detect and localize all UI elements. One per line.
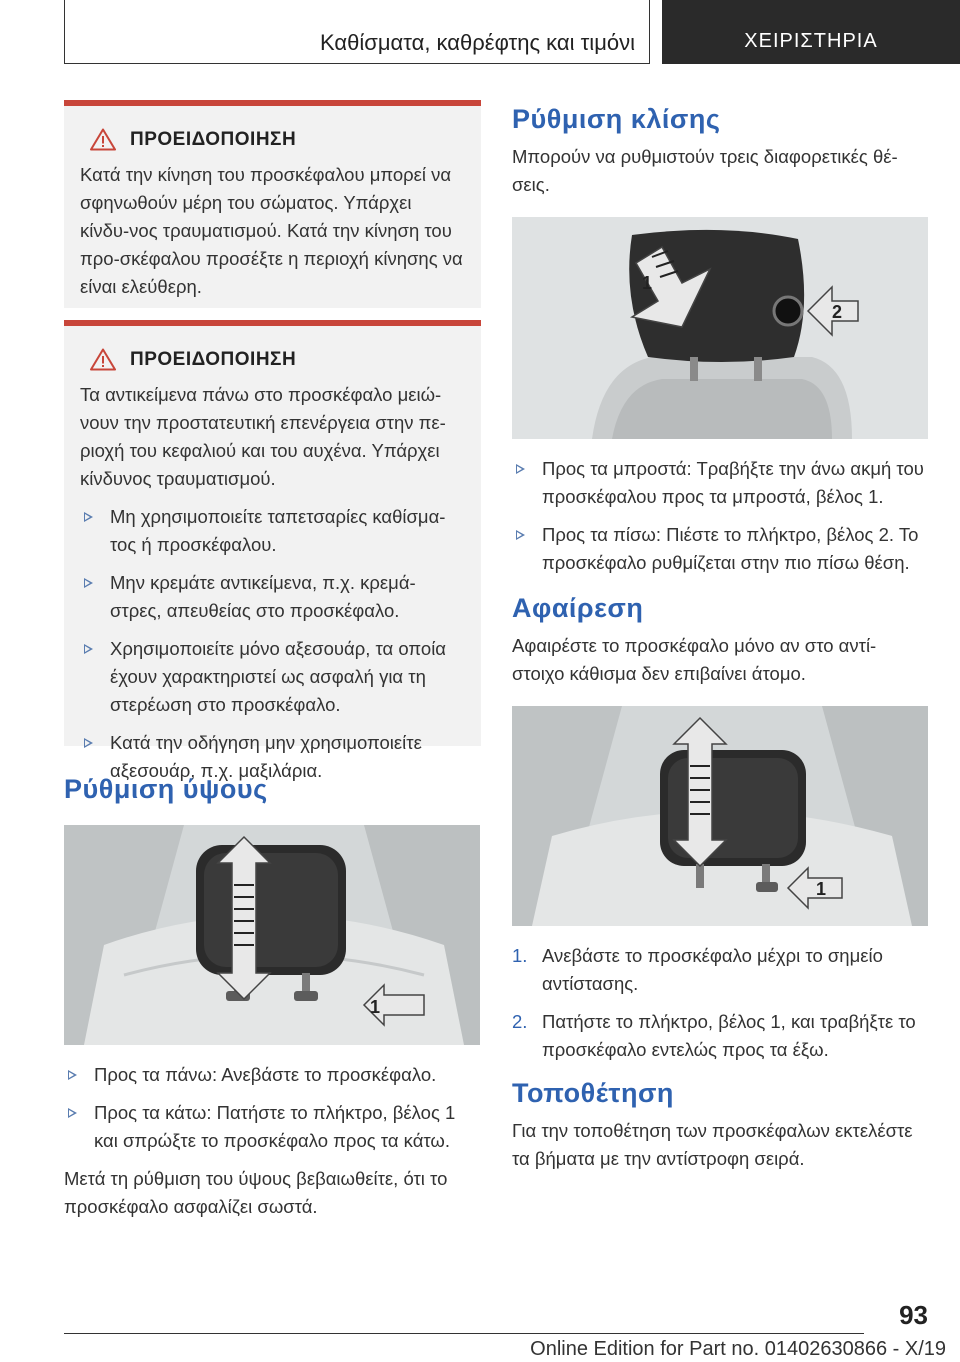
list-item: Προς τα πίσω: Πιέστε το πλήκτρο, βέλος 2. Το προσκέφαλο ρυθμίζεται στην πιο πίσω θέση. [512, 521, 928, 577]
warning-box-2 [64, 320, 481, 781]
left-column [64, 100, 481, 1221]
list-item: 2. Πατήστε το πλήκτρο, βέλος 1, και τραβήξτε το προσκέφαλο εντελώς προς τα έξω. [512, 1011, 916, 1060]
removal-intro: Αφαιρέστε το προσκέφαλο μόνο αν στο αντί-στοιχο κάθισμα δεν επιβαίνει άτομο. [512, 635, 877, 684]
right-column [512, 100, 928, 1173]
section-tab [64, 0, 650, 64]
removal-steps [512, 942, 928, 1064]
bullet-arrow-icon [516, 530, 525, 540]
footer-divider [64, 1333, 864, 1334]
tilt-list [512, 455, 928, 577]
figure-label: 1 [816, 879, 827, 899]
list-item: Προς τα κάτω: Πατήστε το πλήκτρο, βέλος 1 και σπρώξτε το προσκέφαλο προς τα κάτω. [64, 1099, 481, 1155]
list-item: Προς τα πάνω: Ανεβάστε το προσκέφαλο. [64, 1061, 481, 1089]
height-note: Μετά τη ρύθμιση του ύψους βεβαιωθείτε, ότι το προσκέφαλο ασφαλίζει σωστά. [64, 1168, 448, 1217]
warning-triangle-icon [90, 128, 116, 151]
warning-title-1: ΠΡΟΕΙΔΟΠΟΙΗΣΗ [90, 128, 465, 151]
warning-text-2: Τα αντικείμενα πάνω στο προσκέφαλο μειώ-νουν την προστατευτική επενέργεια στην πε-ριοχή του κεφαλιού και του αυχένα. Υπάρχει κίνδυνος τραυματισμού. [80, 384, 446, 489]
heading-install: Τοποθέτηση [512, 1078, 674, 1108]
bullet-arrow-icon [68, 1108, 77, 1118]
section-title: Καθίσματα, καθρέφτης και τιμόνι [320, 30, 635, 55]
bullet-arrow-icon [84, 738, 93, 748]
warning-title-2: ΠΡΟΕΙΔΟΠΟΙΗΣΗ [90, 348, 465, 371]
warning-box-1 [64, 100, 481, 308]
warning-triangle-icon [90, 348, 116, 371]
bullet-arrow-icon [84, 578, 93, 588]
page-number: 93 [899, 1300, 928, 1330]
figure-label: 1 [642, 273, 653, 293]
bullet-arrow-icon [68, 1070, 77, 1080]
heading-removal: Αφαίρεση [512, 593, 644, 623]
list-item: Χρησιμοποιείτε μόνο αξεσουάρ, τα οποία έχουν χαρακτηριστεί ως ασφαλή για τη στερέωση στο προσκέφαλο. [80, 635, 465, 719]
figure-label: 2 [832, 302, 843, 322]
chapter-title: ΧΕΙΡΙΣΤΗΡΙΑ [744, 30, 878, 52]
bullet-arrow-icon [84, 512, 93, 522]
install-text: Για την τοποθέτηση των προσκέφαλων εκτελέστε τα βήματα με την αντίστροφη σειρά. [512, 1120, 913, 1169]
tilt-intro: Μπορούν να ρυθμιστούν τρεις διαφορετικές θέ-σεις. [512, 146, 898, 195]
headrest-height-illustration [64, 825, 480, 1045]
heading-tilt-adjust: Ρύθμιση κλίσης [512, 104, 721, 134]
footer-edition: Online Edition for Part no. 01402630866 - X/19 [530, 1338, 946, 1360]
page-header [64, 0, 960, 64]
list-item: Κατά την οδήγηση μην χρησιμοποιείτε αξεσουάρ, π.χ. μαξιλάρια. [80, 729, 465, 785]
headrest-removal-illustration [512, 706, 928, 926]
headrest-tilt-illustration [512, 217, 928, 439]
chapter-tab [662, 0, 960, 64]
list-item: 1. Ανεβάστε το προσκέφαλο μέχρι το σημείο αντίστασης. [512, 945, 883, 994]
warning-text-1: Κατά την κίνηση του προσκέφαλου μπορεί να σφηνωθούν μέρη του σώματος. Υπάρχει κίνδυ-νος τραυματισμού. Κατά την κίνηση του προ-σκέφαλου προσέξτε η περιοχή κίνησης να είναι ελεύθερη. [80, 164, 463, 297]
list-item: Μη χρησιμοποιείτε ταπετσαρίες καθίσμα-τος ή προσκέφαλου. [80, 503, 465, 559]
list-item: Μην κρεμάτε αντικείμενα, π.χ. κρεμά-στρες, απευθείας στο προσκέφαλο. [80, 569, 465, 625]
list-item: Προς τα μπροστά: Τραβήξτε την άνω ακμή του προσκέφαλου προς τα μπροστά, βέλος 1. [512, 455, 928, 511]
heading-height-adjust: Ρύθμιση ύψους [64, 774, 268, 804]
height-list [64, 1061, 481, 1155]
bullet-arrow-icon [84, 644, 93, 654]
warning-list [80, 503, 465, 785]
bullet-arrow-icon [516, 464, 525, 474]
figure-label: 1 [370, 997, 381, 1017]
